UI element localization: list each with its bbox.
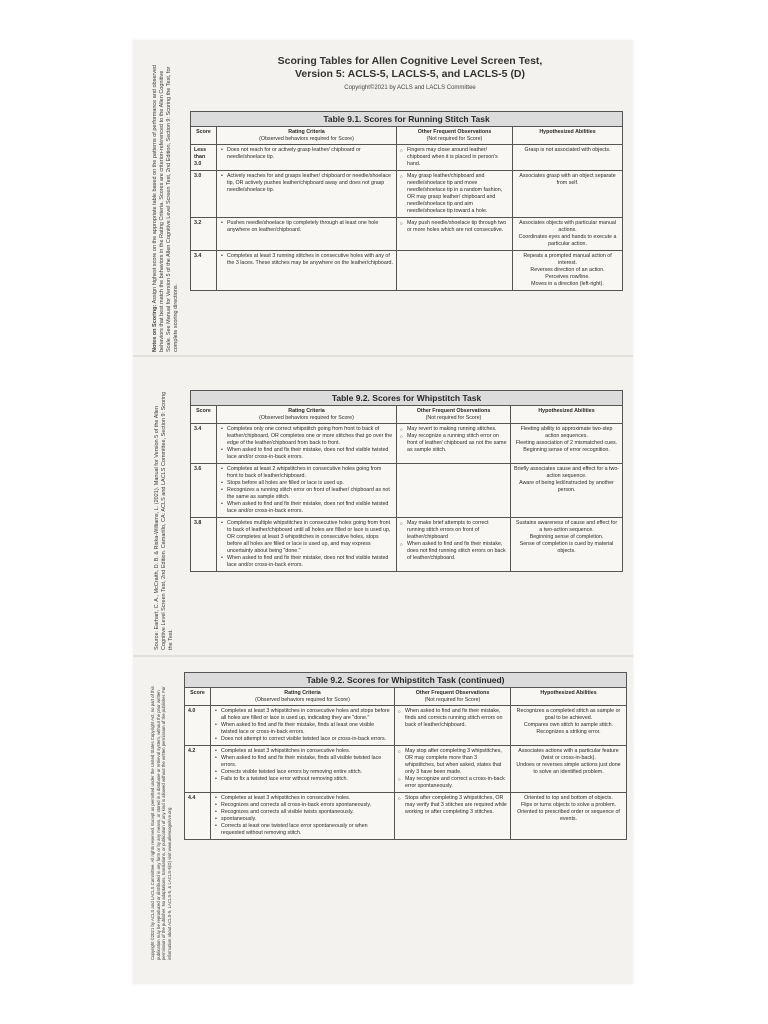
abilities-cell — [513, 145, 623, 171]
abilities-cell — [511, 706, 627, 746]
table-row — [191, 464, 623, 518]
ability-item: Undoes or reverses simple actions just done to solve an identified problem. — [516, 762, 621, 775]
ability-item: Perceives row/line. — [545, 274, 590, 280]
score-cell: 3.4 — [191, 424, 217, 464]
ability-item: Repeats a prompted manual action of interest. — [523, 253, 612, 266]
criteria-cell — [211, 706, 395, 746]
observation-item: ○ May revert to making running stitches. — [400, 426, 507, 433]
observation-cell — [395, 746, 511, 793]
abilities-cell — [511, 518, 623, 572]
criteria-item: • Corrects visible twisted lace errors by removing entire stitch. — [214, 769, 391, 776]
document-title-line2: Version 5: ACLS-5, LACLS-5, and LACLS-5 (D) — [294, 68, 526, 80]
abilities-cell — [511, 424, 623, 464]
abilities-cell — [513, 171, 623, 218]
abilities-cell — [511, 793, 627, 840]
criteria-item: • Recognizes and corrects all cross-in-back errors spontaneously. — [214, 802, 391, 809]
ability-item: Moves in a direction (left-right). — [531, 281, 604, 287]
observation-item: ○ May recognize a running stitch error on front of leather/ chipboard as not the same as sample stitch. — [400, 433, 507, 454]
criteria-item: • Completes at least 3 whipstitches in consecutive holes. — [214, 795, 391, 802]
criteria-item: • Completes at least 2 whipstitches in consecutive holes going from front to back of leather/chipboard. — [220, 466, 393, 480]
criteria-item: • Corrects at least one twisted lace error spontaneously or when requested without removing stitch. — [214, 823, 391, 837]
ability-item: Flips or turns objects to solve a problem. — [520, 802, 617, 808]
scoring-notes — [152, 62, 180, 352]
table-row — [191, 218, 623, 251]
source-citation: Source: Earhart, C. A., McCraith, D. B. & Riska-Williams, L. (2021). Manual for Version 5 of the Allen Cognitive Level Screen Test, 2nd Edition. Camarillo, CA: ACLS and LACLS Committee, Section 9: Scoring the Test. — [154, 391, 174, 650]
observation-item: ○ Fingers may close around leather/ chipboard when it is placed in person's hand. — [400, 147, 509, 168]
ability-item: Associates actions with a particular feature (twist or cross-in-back). — [518, 748, 619, 761]
table-row — [185, 793, 627, 840]
score-cell: 4.0 — [185, 706, 211, 746]
observation-item: ○ May grasp leather/chipboard and needle/shoelace tip and move needle/shoelace tip in a random fashion, OR may grasp leather/ chipboard and needle/shoelace tip and aim needle/shoelace tip toward a hole. — [400, 173, 509, 215]
score-cell: 3.8 — [191, 518, 217, 572]
criteria-item: • When asked to find and fix their mistake, finds all visible twisted lace errors. — [214, 755, 391, 769]
criteria-cell — [217, 218, 397, 251]
observation-cell — [395, 793, 511, 840]
criteria-cell — [217, 145, 397, 171]
col-criteria-sub: (Observed behaviors required for Score) — [259, 135, 354, 142]
ability-item: Compares own stitch to sample stitch. — [523, 722, 614, 728]
table-caption: Table 9.2. Scores for Whipstitch Task — [191, 391, 623, 406]
ability-item: Beginning sense of completion. — [529, 534, 604, 540]
col-criteria-header: Rating Criteria — [284, 690, 321, 696]
criteria-item: • When asked to find and fix their mistake, does not find visible twisted lace and/or cross-in-back errors. — [220, 501, 393, 515]
ability-item: Associates grasp with an object separate from self. — [519, 173, 616, 186]
scoring-notes-heading: Notes on Scoring: — [152, 304, 158, 352]
col-obs-sub: (Not required for Score) — [426, 135, 483, 142]
criteria-item: • Completes at least 3 running stitches in consecutive holes with any of the 3 laces. These stitches may be anywhere on the leather/chipboard. — [220, 253, 393, 267]
scoring-notes-text: Assign highest score on the appropriate table based on the patterns of performance and observed behaviors that best match the behaviors in the Rating Criteria. Scores are criterion-referenced to the Allen Cognitive Scale. See Manual for Version 5 of the Allen Cognitive Level Screen Test, 2nd Edition, Section 9: Scoring the Test, for complete scoring directions. — [152, 64, 179, 352]
ability-item: Coordinates eyes and hands to execute a particular action. — [518, 234, 617, 247]
score-cell: 3.4 — [191, 251, 217, 291]
table-row — [185, 706, 627, 746]
abilities-cell — [513, 251, 623, 291]
observation-item: ○ When asked to find and fix their mistake, finds and corrects running stitch errors on back of leather/chipboard. — [398, 708, 507, 729]
document-copyright: Copyright©2021 by ACLS and LACLS Committee — [344, 85, 476, 91]
criteria-item: • Recognizes a running stitch error on front of leather/ chipboard as not the same as sample stitch. — [220, 487, 393, 501]
score-cell: 3.0 — [191, 171, 217, 218]
criteria-item: • Recognizes and corrects all visible twists spontaneously. — [214, 809, 391, 816]
score-cell: 4.2 — [185, 746, 211, 793]
abilities-cell — [511, 746, 627, 793]
observation-item: ○ Stops after completing 3 whipstitches, OR may verify that 3 stitches are required while working or after completing 3 stitches. — [398, 795, 507, 816]
abilities-cell — [511, 464, 623, 518]
observation-cell — [397, 251, 513, 291]
criteria-item: • spontaneously. — [214, 816, 391, 823]
document-header — [190, 55, 630, 91]
criteria-cell — [211, 746, 395, 793]
criteria-item: • Fails to fix a twisted lace error without removing stitch. — [214, 776, 391, 783]
ability-item: Oriented to prescribed order or sequence of events. — [517, 809, 620, 822]
table-header-row — [191, 127, 623, 145]
criteria-item: • Completes at least 3 whipstitches in consecutive holes. — [214, 748, 391, 755]
observation-cell — [397, 424, 511, 464]
ability-item: Fleeting association of 2 mismatched cues. — [515, 440, 618, 446]
col-abil-header: Hypothesized Abilities — [539, 129, 596, 135]
criteria-item: • When asked to find and fix their mistake, does not find visible twisted lace and/or cross-in-back errors. — [220, 447, 393, 461]
criteria-item: • Completes at least 3 whipstitches in consecutive holes and stops before all holes are filled or lace is used up, indicating they are "done." — [214, 708, 391, 722]
ability-item: Reverses direction of an action. — [530, 267, 605, 273]
criteria-item: • When asked to find and fix their mistake, finds at least one visible twisted lace or cross-in-back errors. — [214, 722, 391, 736]
ability-item: Associates objects with particular manual actions. — [519, 220, 616, 233]
observation-cell — [397, 464, 511, 518]
criteria-item: • Completes only one correct whipstitch going from front to back of leather/chipboard, OR completes one or more stitches that go over the edge of the leather/chipboard from back to front. — [220, 426, 393, 447]
col-obs-header: Other Frequent Observations — [417, 129, 492, 135]
table-whipstitch — [190, 390, 623, 572]
col-score-header: Score — [196, 129, 211, 135]
ability-item: Grasp is not associated with objects. — [524, 147, 611, 153]
table-caption: Table 9.2. Scores for Whipstitch Task (continued) — [185, 673, 627, 688]
col-obs-header: Other Frequent Observations — [416, 408, 491, 414]
score-cell: Less than 3.0 — [191, 145, 217, 171]
table-caption: Table 9.1. Scores for Running Stitch Task — [191, 112, 623, 127]
criteria-cell — [211, 793, 395, 840]
fold-line — [133, 355, 633, 357]
criteria-item: • Does not attempt to correct visible twisted lace or cross-in-back errors. — [214, 736, 391, 743]
criteria-item: • Completes multiple whipstitches in consecutive holes going from front to back of leather/chipboard until all holes are filled or lace is used up, OR completes at least 3 whipstitches in consecutive holes, stops before all holes are filled or lace is used up, and may express uncertainty about being "done." — [220, 520, 393, 555]
criteria-item: • Pushes needle/shoelace tip completely through at least one hole anywhere on leather/chipboard. — [220, 220, 393, 234]
score-cell: 3.6 — [191, 464, 217, 518]
ability-item: Oriented to top and bottom of objects. — [524, 795, 613, 801]
table-header-row — [191, 406, 623, 424]
observation-cell — [397, 518, 511, 572]
ability-item: Recognizes a completed stitch as sample or goal to be achieved. — [516, 708, 621, 721]
criteria-item: • When asked to find and fix their mistake, does not find visible twisted lace and/or cross-in-back errors. — [220, 555, 393, 569]
table-row — [191, 518, 623, 572]
observation-cell — [395, 706, 511, 746]
col-criteria-header: Rating Criteria — [288, 408, 325, 414]
criteria-item: • Stops before all holes are filled or lace is used up. — [220, 480, 393, 487]
col-criteria-sub: (Observed behaviors required for Score) — [255, 696, 350, 703]
criteria-item: • Actively reaches for and grasps leather/ chipboard or needle/shoelace tip, OR actively pushes leather/chipboard away and does not grasp needle/shoelace tip. — [220, 173, 393, 194]
criteria-cell — [217, 464, 397, 518]
col-abil-header: Hypothesized Abilities — [538, 408, 595, 414]
fold-line — [133, 655, 633, 657]
observation-item: ○ May make brief attempts to correct running stitch errors on front of leather/chipboard — [400, 520, 507, 541]
ability-item: Beginning sense of error recognition. — [523, 447, 610, 453]
ability-item: Sustains awareness of cause and effect for a two-action sequence. — [515, 520, 618, 533]
table-row — [191, 424, 623, 464]
criteria-item: • Does not reach for or actively grasp leather/ chipboard or needle/shoelace tip. — [220, 147, 393, 161]
ability-item: Recognizes a striking error. — [536, 729, 601, 735]
ability-item: Aware of being led/instructed by another person. — [519, 480, 614, 493]
col-score-header: Score — [196, 408, 211, 414]
document-title-line1: Scoring Tables for Allen Cognitive Level Screen Test, — [277, 55, 543, 67]
col-obs-sub: (Not required for Score) — [425, 414, 482, 421]
ability-item: Fleeting ability to approximate two-step action sequences. — [520, 426, 613, 439]
abilities-cell — [513, 218, 623, 251]
observation-item: ○ May recognize and correct a cross-in-back error spontaneously. — [398, 776, 507, 790]
col-obs-header: Other Frequent Observations — [415, 690, 490, 696]
criteria-cell — [217, 424, 397, 464]
col-abil-header: Hypothesized Abilities — [540, 690, 597, 696]
observation-item: ○ May push needle/shoelace tip through two or more holes which are not consecutive. — [400, 220, 509, 234]
score-cell: 4.4 — [185, 793, 211, 840]
observation-cell — [397, 218, 513, 251]
ability-item: Sense of completion is cued by material objects. — [519, 541, 614, 554]
criteria-cell — [217, 171, 397, 218]
ability-item: Briefly associates cause and effect for a two-action sequence. — [514, 466, 620, 479]
table-row — [185, 746, 627, 793]
col-score-header: Score — [190, 690, 205, 696]
observation-cell — [397, 171, 513, 218]
observation-item: ○ When asked to find and fix their mistake, does not find running stitch errors on back of leather/chipboard. — [400, 541, 507, 562]
table-header-row — [185, 688, 627, 706]
observation-cell — [397, 145, 513, 171]
observation-item: ○ May stop after completing 3 whipstitches, OR may complete more than 3 whipstitches, but when asked, states that only 3 have been made. — [398, 748, 507, 776]
score-cell: 3.2 — [191, 218, 217, 251]
table-row — [191, 145, 623, 171]
table-row — [191, 171, 623, 218]
col-criteria-header: Rating Criteria — [288, 129, 325, 135]
col-criteria-sub: (Observed behaviors required for Score) — [259, 414, 354, 421]
table-whipstitch-continued — [184, 672, 627, 840]
table-running-stitch — [190, 111, 623, 291]
criteria-cell — [217, 518, 397, 572]
copyright-fine-print: Copyright ©2021 by ACLS and LACLS Committee. All rights reserved. Except as permitted under the United States Copyright Act, no part of this publication may be reproduced or distributed in any form or by any means, or stored in a database or retrieval system, without the prior written permission of the publisher. No adaptations, translations, or publication of any kind is allowed without the written permission of the publisher. For information about ACLS-5, LACLS-5, & LACLS-5(D) visit www.allencognitive.org — [150, 686, 172, 960]
criteria-cell — [217, 251, 397, 291]
col-obs-sub: (Not required for Score) — [424, 696, 481, 703]
table-row — [191, 251, 623, 291]
